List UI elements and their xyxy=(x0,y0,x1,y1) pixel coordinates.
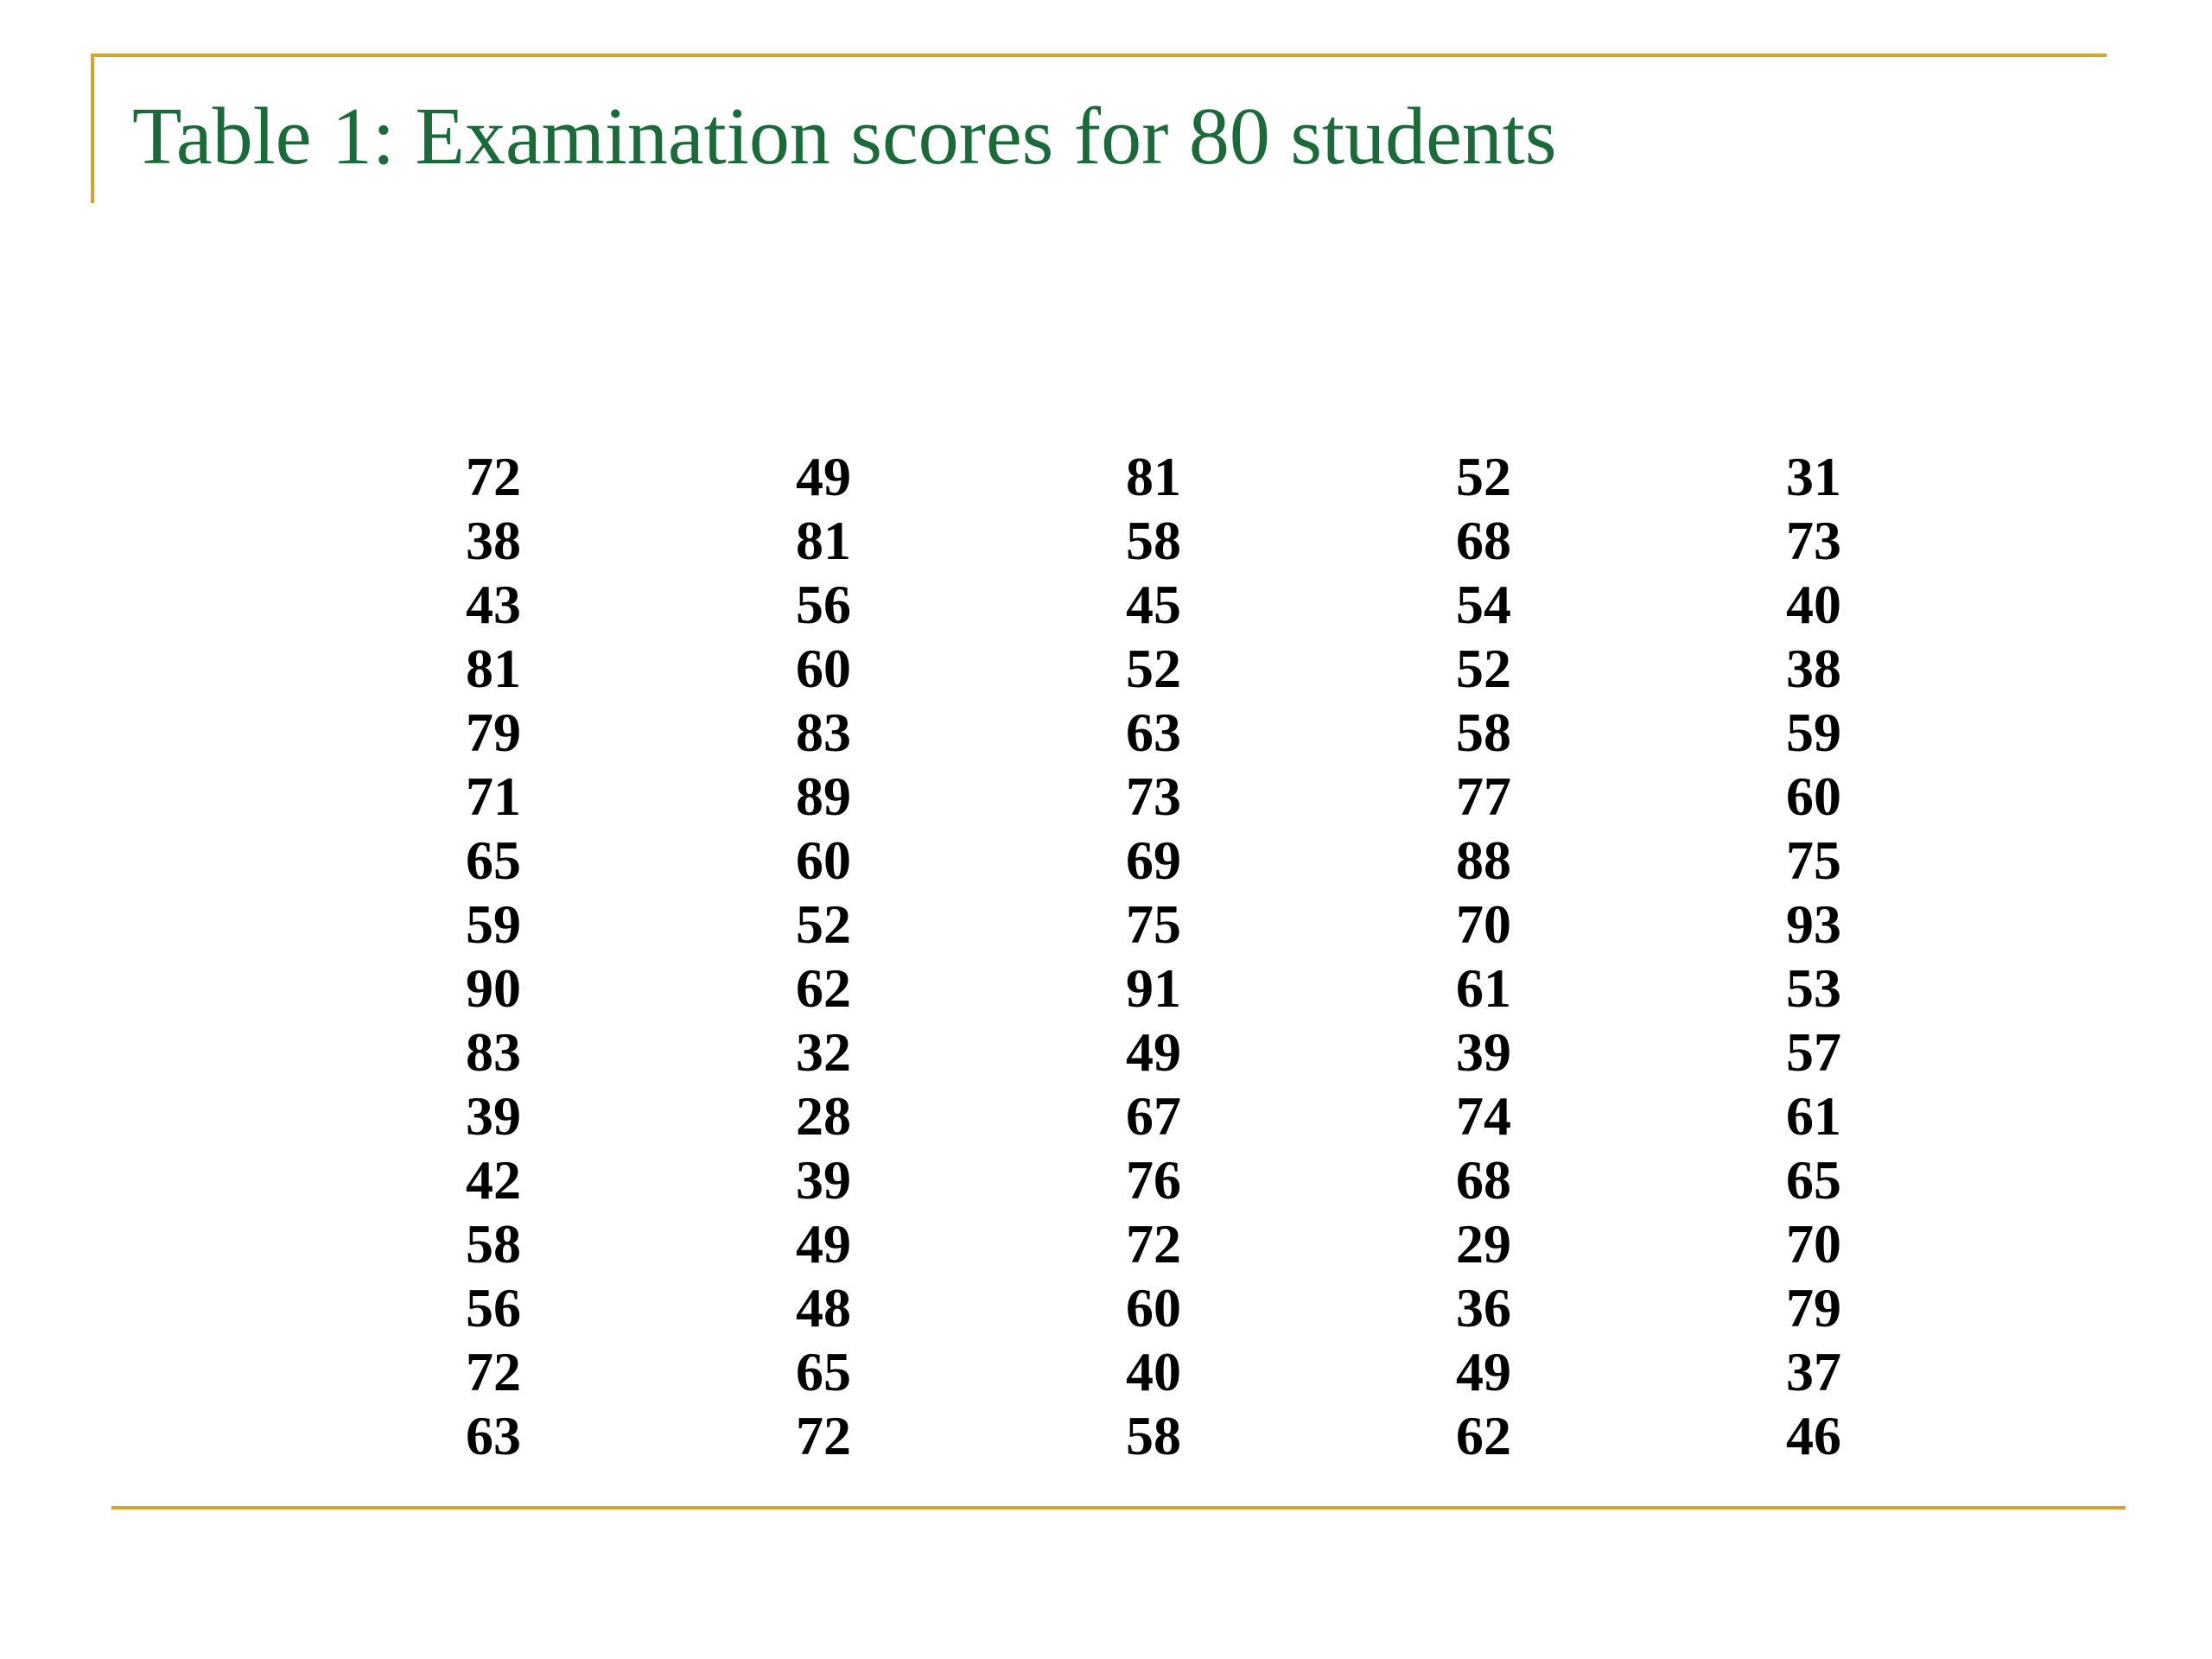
score-cell: 71 xyxy=(466,766,521,827)
score-cell: 36 xyxy=(1456,1277,1511,1338)
score-cell: 68 xyxy=(1456,1149,1511,1211)
score-cell: 90 xyxy=(466,957,521,1019)
score-cell: 49 xyxy=(796,1213,851,1274)
score-cell: 91 xyxy=(1126,957,1181,1019)
score-cell: 45 xyxy=(1126,574,1181,635)
score-cell: 52 xyxy=(1126,638,1181,699)
score-cell: 62 xyxy=(796,957,851,1019)
score-cell: 63 xyxy=(466,1405,521,1466)
score-cell: 75 xyxy=(1786,830,1841,891)
score-cell: 67 xyxy=(1126,1085,1181,1147)
table-row xyxy=(328,1148,1979,1212)
score-cell: 72 xyxy=(466,446,521,507)
score-cell: 38 xyxy=(466,510,521,571)
table-row xyxy=(328,701,1979,765)
score-cell: 42 xyxy=(466,1149,521,1211)
score-cell: 28 xyxy=(796,1085,851,1147)
score-cell: 81 xyxy=(1126,446,1181,507)
table-row xyxy=(328,573,1979,637)
score-cell: 57 xyxy=(1786,1021,1841,1083)
score-cell: 54 xyxy=(1456,574,1511,635)
score-cell: 60 xyxy=(1786,766,1841,827)
score-cell: 48 xyxy=(796,1277,851,1338)
score-cell: 29 xyxy=(1456,1213,1511,1274)
score-cell: 62 xyxy=(1456,1405,1511,1466)
table-row xyxy=(328,637,1979,701)
score-cell: 89 xyxy=(796,766,851,827)
table-row xyxy=(328,829,1979,893)
scores-table-body xyxy=(328,445,1979,1468)
score-cell: 75 xyxy=(1126,893,1181,955)
table-row xyxy=(328,957,1979,1020)
score-cell: 38 xyxy=(1786,638,1841,699)
score-cell: 65 xyxy=(796,1341,851,1402)
score-cell: 68 xyxy=(1456,510,1511,571)
score-cell: 70 xyxy=(1786,1213,1841,1274)
score-cell: 59 xyxy=(466,893,521,955)
score-cell: 83 xyxy=(796,702,851,763)
score-cell: 63 xyxy=(1126,702,1181,763)
score-cell: 52 xyxy=(1456,446,1511,507)
score-cell: 74 xyxy=(1456,1085,1511,1147)
score-cell: 56 xyxy=(796,574,851,635)
score-cell: 56 xyxy=(466,1277,521,1338)
score-cell: 40 xyxy=(1126,1341,1181,1402)
score-cell: 65 xyxy=(466,830,521,891)
score-cell: 49 xyxy=(1126,1021,1181,1083)
score-cell: 61 xyxy=(1786,1085,1841,1147)
score-cell: 40 xyxy=(1786,574,1841,635)
table-row xyxy=(328,1404,1979,1468)
score-cell: 81 xyxy=(466,638,521,699)
score-cell: 60 xyxy=(796,638,851,699)
score-cell: 73 xyxy=(1126,766,1181,827)
table-row xyxy=(328,1020,1979,1084)
bottom-rule xyxy=(111,1506,2126,1510)
score-cell: 52 xyxy=(1456,638,1511,699)
table-row xyxy=(328,509,1979,573)
score-cell: 83 xyxy=(466,1021,521,1083)
score-cell: 76 xyxy=(1126,1149,1181,1211)
table-row xyxy=(328,1340,1979,1404)
title-frame-top-rule xyxy=(91,54,2107,57)
score-cell: 49 xyxy=(796,446,851,507)
scores-table xyxy=(328,445,1979,1468)
score-cell: 46 xyxy=(1786,1405,1841,1466)
score-cell: 72 xyxy=(796,1405,851,1466)
score-cell: 58 xyxy=(1126,1405,1181,1466)
score-cell: 59 xyxy=(1786,702,1841,763)
score-cell: 72 xyxy=(466,1341,521,1402)
score-cell: 79 xyxy=(466,702,521,763)
score-cell: 37 xyxy=(1786,1341,1841,1402)
table-row xyxy=(328,893,1979,957)
score-cell: 39 xyxy=(466,1085,521,1147)
score-cell: 69 xyxy=(1126,830,1181,891)
score-cell: 70 xyxy=(1456,893,1511,955)
slide-title: Table 1: Examination scores for 80 students xyxy=(132,92,1557,181)
score-cell: 39 xyxy=(796,1149,851,1211)
score-cell: 93 xyxy=(1786,893,1841,955)
table-row xyxy=(328,1212,1979,1276)
score-cell: 61 xyxy=(1456,957,1511,1019)
score-cell: 58 xyxy=(466,1213,521,1274)
score-cell: 88 xyxy=(1456,830,1511,891)
score-cell: 31 xyxy=(1786,446,1841,507)
score-cell: 65 xyxy=(1786,1149,1841,1211)
score-cell: 73 xyxy=(1786,510,1841,571)
score-cell: 58 xyxy=(1126,510,1181,571)
score-cell: 52 xyxy=(796,893,851,955)
score-cell: 49 xyxy=(1456,1341,1511,1402)
title-frame-left-rule xyxy=(91,54,94,203)
score-cell: 53 xyxy=(1786,957,1841,1019)
table-row xyxy=(328,1276,1979,1340)
score-cell: 60 xyxy=(1126,1277,1181,1338)
score-cell: 58 xyxy=(1456,702,1511,763)
score-cell: 39 xyxy=(1456,1021,1511,1083)
table-row xyxy=(328,765,1979,829)
table-row xyxy=(328,1084,1979,1148)
score-cell: 43 xyxy=(466,574,521,635)
score-cell: 79 xyxy=(1786,1277,1841,1338)
score-cell: 60 xyxy=(796,830,851,891)
score-cell: 32 xyxy=(796,1021,851,1083)
score-cell: 77 xyxy=(1456,766,1511,827)
score-cell: 72 xyxy=(1126,1213,1181,1274)
score-cell: 81 xyxy=(796,510,851,571)
table-row xyxy=(328,445,1979,509)
